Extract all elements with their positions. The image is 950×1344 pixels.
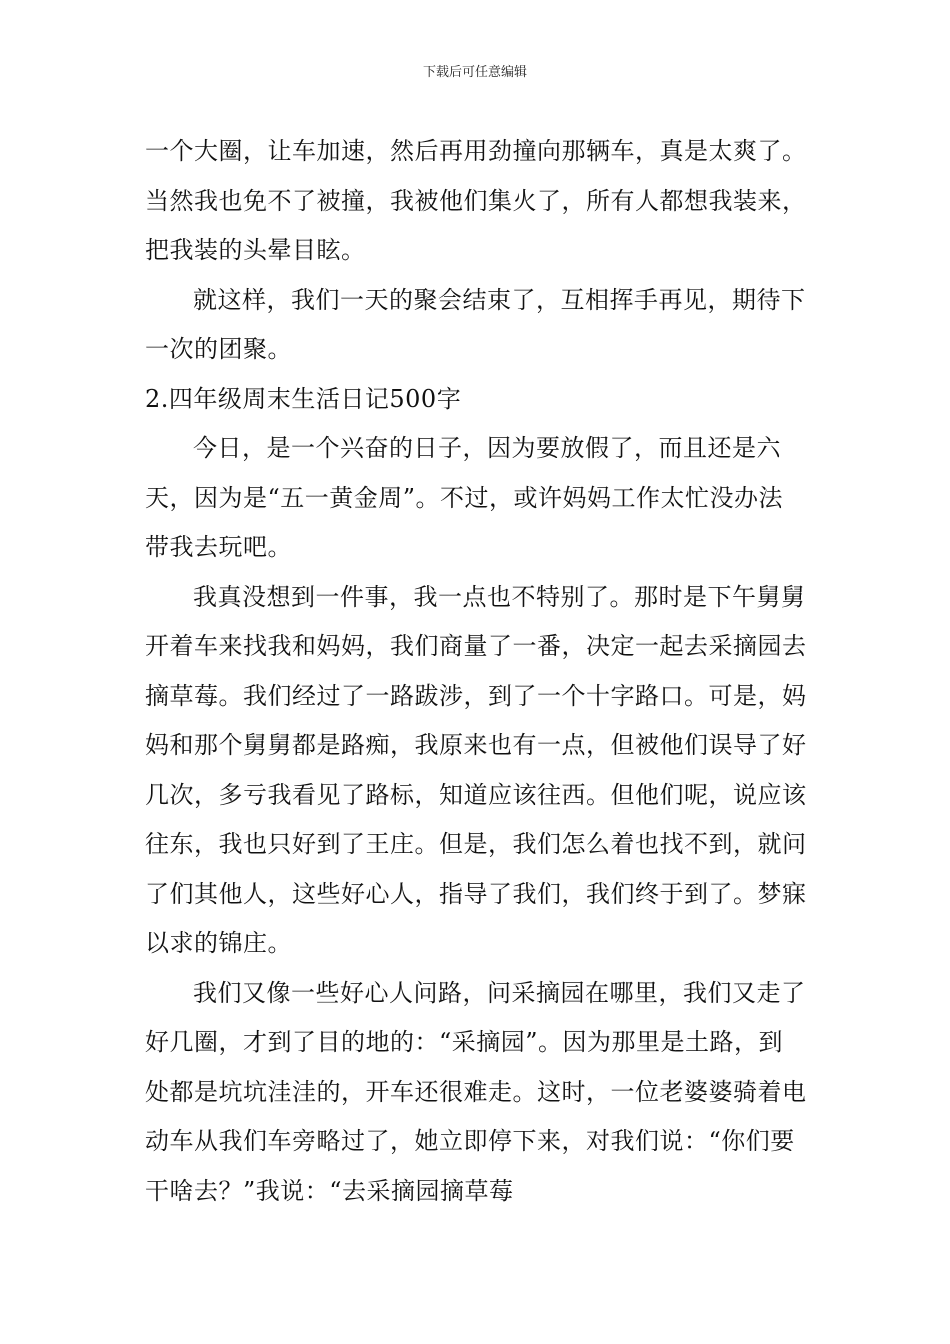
paragraph-5: 我们又像一些好心人问路，问采摘园在哪里，我们又走了好几圈，才到了目的地的：“采摘园”。因为那里是土路，到处都是坑坑洼洼的，开车还很难走。这时，一位老婆婆骑着电动车从我们车旁略过了，她立即停下来，对我们说：“你们要干啥去？”我说：“去采摘园摘草莓: [145, 978, 807, 1205]
paragraph-3: 今日，是一个兴奋的日子，因为要放假了，而且还是六天，因为是“五一黄金周”。不过，或许妈妈工作太忙没办法带我去玩吧。: [145, 434, 784, 561]
section-heading: 2.四年级周末生活日记500字: [145, 384, 462, 413]
document-body: [145, 127, 807, 1216]
page-header: 下载后可任意编辑: [422, 65, 527, 80]
paragraph-4: 我真没想到一件事，我一点也不特别了。那时是下午舅舅开着车来找我和妈妈，我们商量了一番，决定一起去采摘园去摘草莓。我们经过了一路跋涉，到了一个十字路口。可是，妈妈和那个舅舅都是路痴，我原来也有一点，但被他们误导了好几次，多亏我看见了路标，知道应该往西。但他们呢，说应该往东，我也只好到了王庄。但是，我们怎么着也找不到，就问了们其他人，这些好心人，指导了我们，我们终于到了。梦寐以求的锦庄。: [145, 582, 807, 957]
paragraph-2: 就这样，我们一天的聚会结束了，互相挥手再见，期待下一次的团聚。: [145, 285, 806, 363]
paragraph-1: 一个大圈，让车加速，然后再用劲撞向那辆车，真是太爽了。当然我也免不了被撞，我被他们集火了，所有人都想我装来，把我装的头晕目眩。: [145, 137, 807, 264]
